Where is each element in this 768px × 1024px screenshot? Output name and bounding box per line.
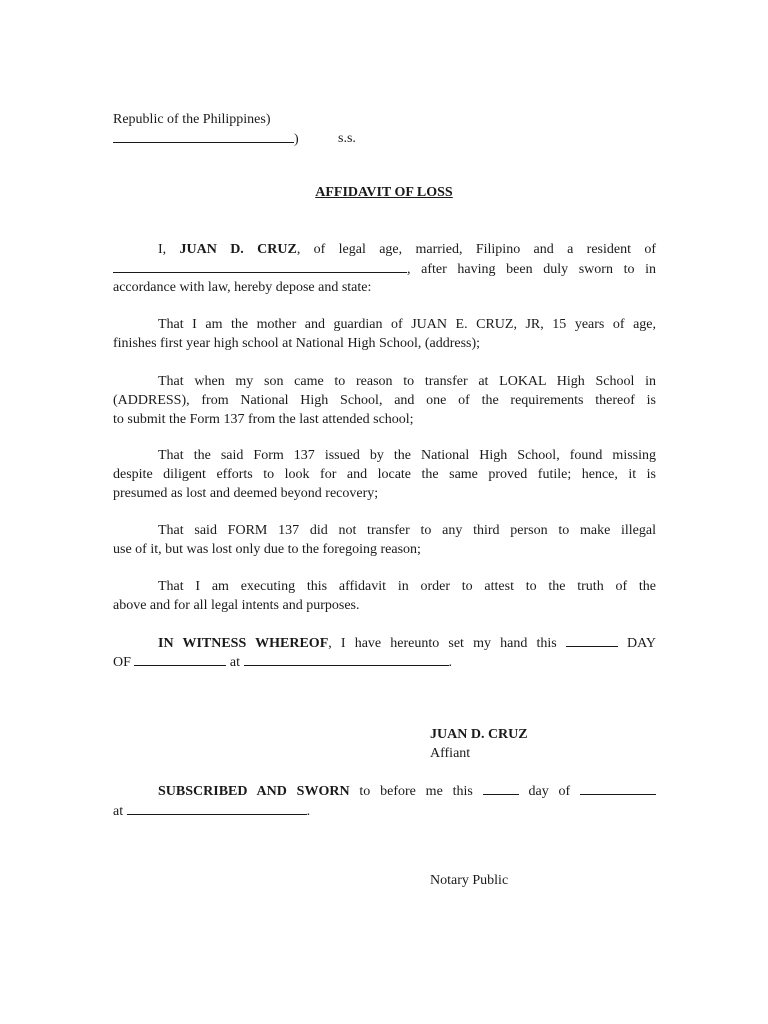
para1-line-1 [113,315,656,334]
intro-prefix: I, [158,242,167,257]
intro-line-3: accordance with law, hereby depose and state: [113,280,372,295]
para4-line-2: use of it, but was lost only due to the foregoing reason; [113,542,421,557]
para1-text-1: That I am the mother and guardian of JUAN E. CRUZ, JR, 15 years of age, [158,317,656,332]
para2-text-1: That when my son came to reason to transfer at LOKAL High School in [158,374,656,389]
subscribed-day-of: day of [528,784,571,799]
witness-line-1 [113,633,656,653]
intro-affiant-name: JUAN D. CRUZ [179,242,297,257]
subscribed-line-2 [113,801,310,821]
intro-line-2 [113,259,656,279]
para4-text-1: That said FORM 137 did not transfer to any third person to make illegal [158,523,656,538]
subscribed-month-blank [580,781,656,795]
residence-blank [113,259,407,273]
subscribed-day-blank [483,781,519,795]
subscribed-place-blank [127,801,307,815]
para2-line-1 [113,372,656,391]
para3-text-1: That the said Form 137 issued by the National High School, found missing [158,448,656,463]
witness-period: . [448,655,453,670]
para4-line-1 [113,521,656,540]
witness-line1-rest: , I have hereunto set my hand this [328,636,557,651]
para3-line-3: presumed as lost and deemed beyond recovery; [113,486,379,501]
intro-line1-rest: , of legal age, married, Filipino and a resident of [296,242,656,257]
para3-line-1 [113,446,656,465]
intro-line2-rest: , after having been duly sworn to in [407,262,656,277]
intro-line-1 [113,240,656,259]
witness-bold: IN WITNESS WHEREOF [158,636,329,651]
venue-close: ) [294,132,299,147]
affiant-role: Affiant [430,746,471,761]
witness-of-word: OF [113,655,131,670]
para3-line-2: despite diligent efforts to look for and locate the same proved futile; hence, it is [113,467,656,482]
document-title: AFFIDAVIT OF LOSS [315,185,453,200]
ss-label: s.s. [338,131,356,146]
subscribed-period: . [306,804,311,819]
para1-line-2: finishes first year high school at National High School, (address); [113,336,481,351]
affiant-name: JUAN D. CRUZ [430,727,528,742]
para5-line-2: above and for all legal intents and purposes. [113,598,360,613]
witness-day-word: DAY [626,636,657,651]
subscribed-line1-rest: to before me this [359,784,473,799]
para5-text-1: That I am executing this affidavit in order to attest to the truth of the [158,579,656,594]
venue-line: Republic of the Philippines) [113,112,271,127]
witness-day-blank [566,633,618,647]
witness-month-blank [134,652,226,666]
notary-label: Notary Public [430,873,509,888]
para2-line-2: (ADDRESS), from National High School, and one of the requirements thereof is [113,393,656,408]
venue-blank-line [113,129,299,149]
subscribed-line-1 [113,781,656,801]
witness-line-2 [113,652,452,672]
venue-blank [113,129,294,143]
para2-line-3: to submit the Form 137 from the last attended school; [113,412,414,427]
witness-at-word: at [229,655,241,670]
para5-line-1 [113,577,656,596]
witness-place-blank [244,652,449,666]
subscribed-bold: SUBSCRIBED AND SWORN [158,784,350,799]
subscribed-at-word: at [113,804,124,819]
